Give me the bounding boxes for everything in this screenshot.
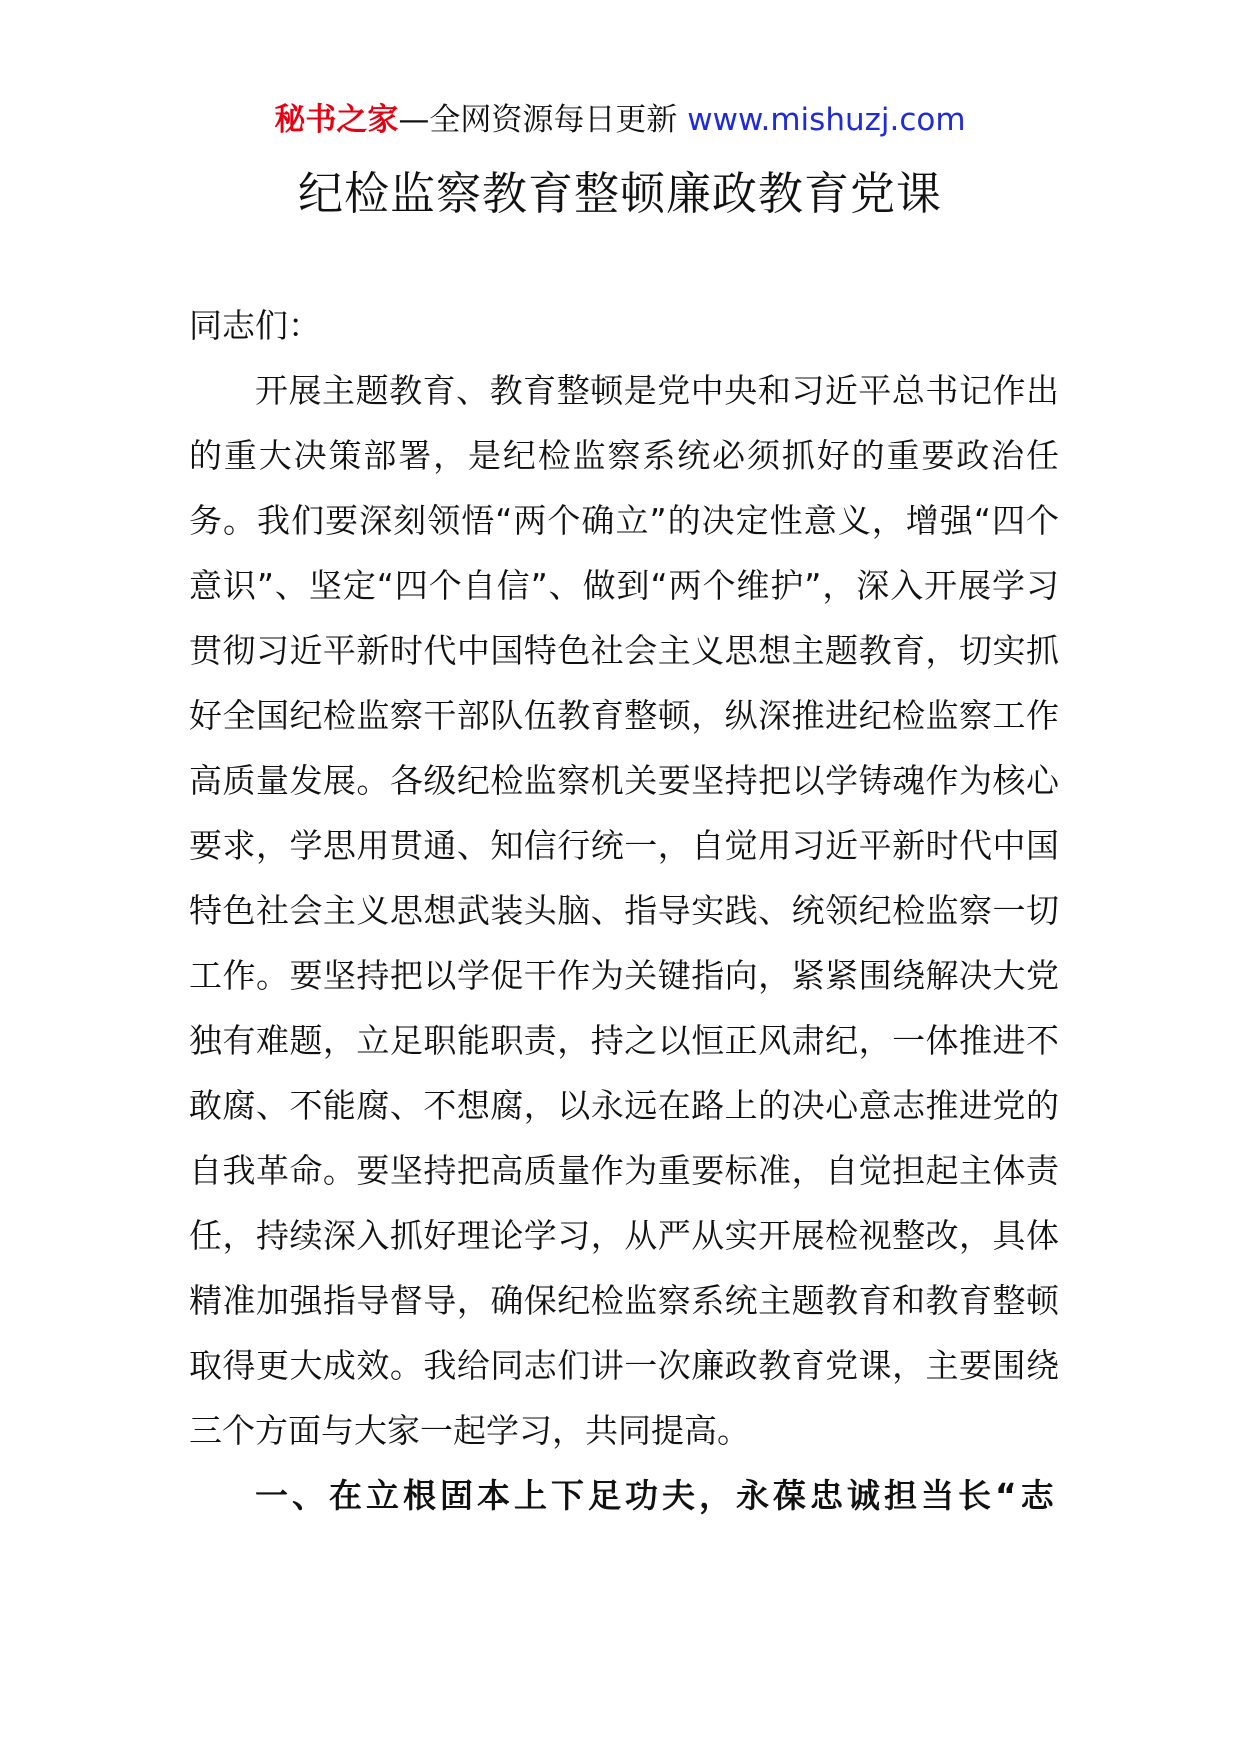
site-url: www.mishuzj.com — [687, 102, 966, 138]
document-title: 纪检监察教育整顿廉政教育党课 — [297, 167, 942, 220]
body-paragraph: 开展主题教育、教育整顿是党中央和习近平总书记作出的重大决策部署，是纪检监察系统必须抓好的重要政治任务。我们要深刻领悟“两个确立”的决定性意义，增强“四个意识”、坚定“四个自信”、做到“两个维护”，深入开展学习贯彻习近平新时代中国特色社会主义思想主题教育，切实抓好全国纪检监察干部队伍教育整顿，纵深推进纪检监察工作高质量发展。各级纪检监察机关要坚持把以学铸魂作为核心要求，学思用贯通、知信行统一，自觉用习近平新时代中国特色社会主义思想武装头脑、指导实践、统领纪检监察一切工作。要坚持把以学促干作为关键指向，紧紧围绕解决大党独有难题，立足职能职责，持之以恒正风肃纪，一体推进不敢腐、不能腐、不想腐，以永远在路上的决心意志推进党的自我革命。要坚持把高质量作为重要标准，自觉担起主体责任，持续深入抓好理论学习，从严从实开展检视整改，具体精准加强指导督导，确保纪检监察系统主题教育和教育整顿取得更大成效。我给同志们讲一次廉政教育党课，主要围绕三个方面与大家一起学习，共同提高。 — [189, 371, 1059, 1450]
site-header — [0, 100, 1240, 140]
site-tagline: —全网资源每日更新 — [398, 102, 688, 138]
salutation: 同志们： — [189, 306, 321, 345]
document-body — [189, 293, 1059, 1528]
section-heading: 一、在立根固本上下足功夫，永葆忠诚担当长“志 — [255, 1476, 1058, 1515]
site-brand: 秘书之家 — [274, 102, 399, 138]
